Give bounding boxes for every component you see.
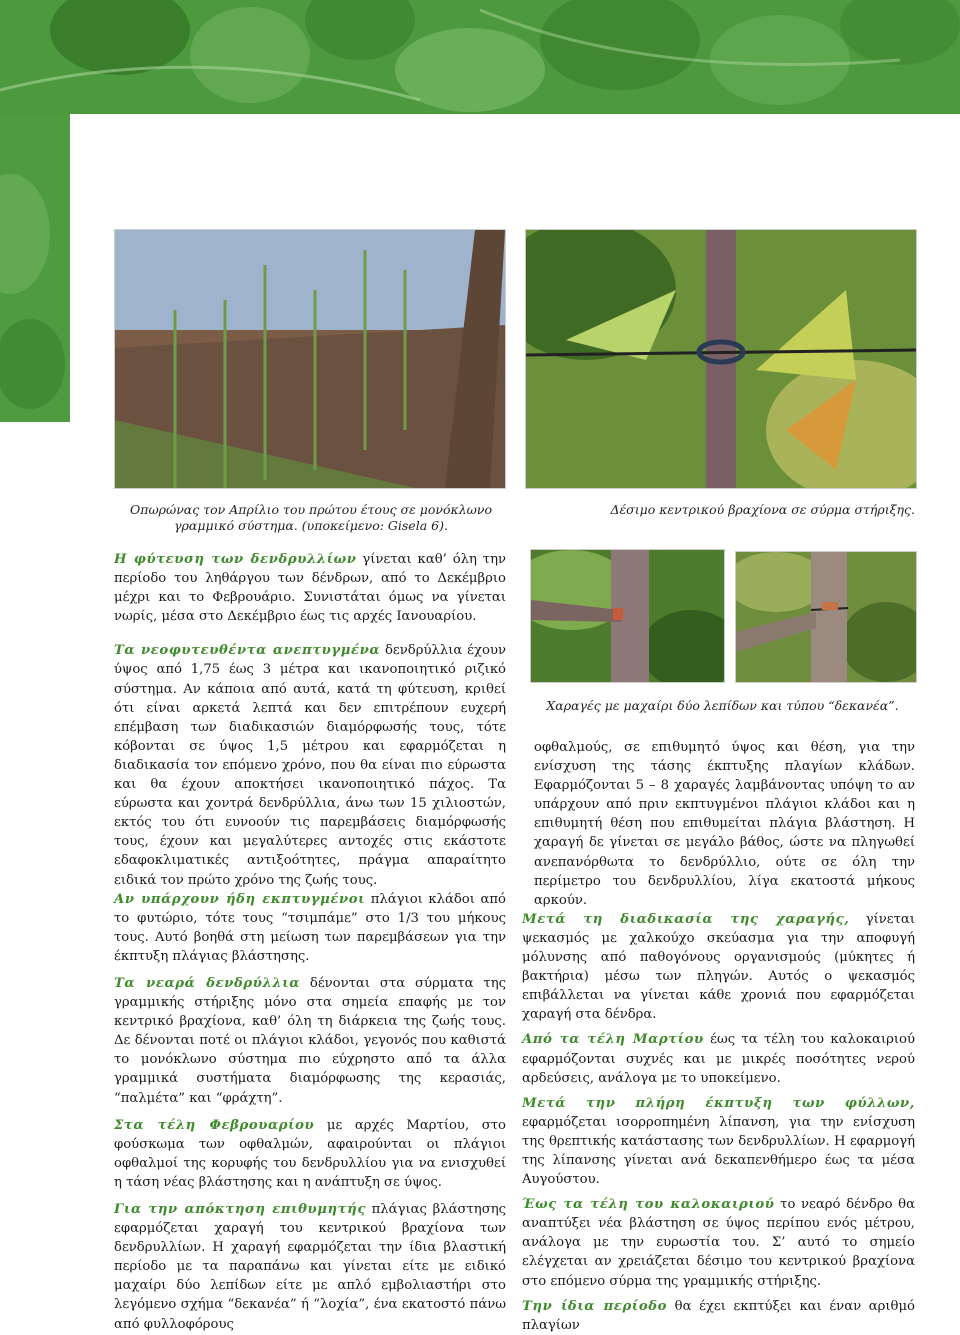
orchard-photo (114, 229, 506, 489)
paragraph: Την ίδια περίοδο θα έχει εκπτύξει και έναν αριθμό πλαγίων (522, 1298, 915, 1333)
paragraph: οφθαλμούς, σε επιθυμητό ύψος και θέση, για την ενίσχυση της τάσης έκπτυξης πλαγίων κλάδων. Εφαρμόζονται 5 – 8 χαραγές λαμβάνοντας υπόψη το αν υπάρχουν από πριν εκπτυγμένοι πλάγιοι κλάδοι και η επιθυμητή θέση που επιθυμείται πλάγια βλάστηση. Η χαραγή δε γίνεται σε μεγάλο βάθος, ώστε να πληγωθεί ανεπανόρθωτα το δενδρύλλιο, ούτε σε όλη την περίμετρο του δενδρυλλίου, λίγα εκατοστά μήκους αρκούν. (534, 740, 915, 908)
cherry-decoration (0, 0, 960, 114)
paragraph: Η φύτευση των δενδρυλλίων γίνεται καθ’ όλη την περίοδο του ληθάργου των δένδρων, από το Δεκέμβριο μέχρι και το Φεβρουάριο. Συνιστάται όμως να γίνεται νωρίς, μέσα στο Δεκέμβριο έως τις αρχές Ιανουαρίου. (114, 552, 506, 625)
tying-photo (525, 229, 917, 489)
caption-orchard-photo: Οπωρώνας τον Απρίλιο του πρώτου έτους σε μονόκλωνο γραμμικό σύστημα. (υποκείμενο: Gisela 6). (130, 502, 492, 533)
right-text-column (522, 738, 915, 1335)
paragraph: Έως τα τέλη του καλοκαιριού το νεαρό δένδρο θα αναπτύξει νέα βλάστηση σε ύψος περίπου ενός μέτρου, ανάλογα με την ευρωστία του. Σ’ αυτό το σημείο ελέγχεται αν χρειάζεται δέσιμο του κεντρικού βραχίονα στο επόμενο σύρμα της γραμμικής στήριξης. (522, 1197, 915, 1289)
paragraph: Στα τέλη Φεβρουαρίου με αρχές Μαρτίου, στο φούσκωμα των οφθαλμών, αφαιρούνται οι πλάγιοι οφθαλμοί της κορυφής του δενδρυλλίου για να ενισχυθεί η τάση νέας βλάστησης και η ανάπτυξη σε ύψος. (114, 1117, 506, 1190)
caption-incision-photos: Χαραγές με μαχαίρι δύο λεπίδων και τύπου “δεκανέα”. (546, 698, 899, 713)
incision-photo-right (735, 551, 917, 683)
paragraph: Από τα τέλη Μαρτίου έως τα τέλη του καλοκαιριού εφαρμόζονται συχνές και με μικρές ποσότητες νερού αρδεύσεις, ανάλογα με το υποκείμενο. (522, 1032, 915, 1086)
header-banner (0, 0, 960, 114)
paragraph: Μετά τη διαδικασία της χαραγής, γίνεται ψεκασμός με χαλκούχο σκεύασμα για την αποφυγή μόλυνσης από παθογόνους οργανισμούς (μύκητες ή βακτήρια) μέσω των πληγών. Αυτός ο ψεκασμός επιβάλλεται να γίνεται κάθε χρονιά που εφαρμόζεται χαραγή στα δένδρα. (522, 911, 915, 1023)
paragraph: Για την απόκτηση επιθυμητής πλάγιας βλάστησης εφαρμόζεται χαραγή του κεντρικού βραχίονα των δενδρυλλίων. Η χαραγή εφαρμόζεται την ίδια βλαστική περίοδο με τα παραπάνω και γίνεται είτε με ειδικό μαχαίρι δύο λεπίδων είτε με απλό εμβολιαστήρι στο λεγόμενο σχήμα “δεκανέα” ή “λοχία”, ένα εκατοστό πάνω από φυλλοφόρους (114, 1202, 506, 1332)
paragraph: Αν υπάρχουν ήδη εκπτυγμένοι πλάγιοι κλάδοι από το φυτώριο, τότε τους “τσιμπάμε” στο 1/3 του μήκους τους. Αυτό βοηθά στη μείωση των παρεμβάσεων για την έκπτυξη πλάγιας βλάστησης. (114, 891, 506, 964)
paragraph: Τα νεοφυτευθέντα ανεπτυγμένα δενδρύλλια έχουν ύψος από 1,75 έως 3 μέτρα και ικανοποιητικό ριζικό σύστημα. Αν κάποια από αυτά, κατά τη φύτευση, κριθεί ότι είναι αρκετά λεπτά και δεν επιτρέπουν ευχερή επέμβαση των διαδικασιών διαμόρφωσής τους, τότε κόβονται σε ύψος 1,5 μέτρου και εφαρμόζεται η διαδικασία τον επόμενο χρόνο, που θα είναι πιο εύρωστα και θα έχουν αποκτήσει ικανοποιητικό πάχος. Τα εύρωστα και χοντρά δενδρύλλια, άνω των 15 χιλιοστών, εκτός του ότι ευνοούν τις παρεμβάσεις διαμόρφωσής τους, έχουν και μεγαλύτερες αντοχές στις εκάστοτε εδαφοκλιματικές αντιξοότητες, πράγμα απαραίτητο ειδικά τον πρώτο χρόνο της ζωής τους. (114, 643, 506, 888)
left-text-column (114, 550, 506, 1334)
paragraph: Μετά την πλήρη έκπτυξη των φύλλων, εφαρμόζεται ισορροπημένη λίπανση, για την ενίσχυση της θρεπτικής κατάστασης των δενδρυλλίων. Η εφαρμογή της λίπανσης γίνεται ανά δεκαπενθήμερο έως τα μέσα Αυγούστου. (522, 1095, 915, 1188)
caption-tying-photo: Δέσιμο κεντρικού βραχίονα σε σύρμα στήριξης. (610, 502, 915, 517)
left-decorative-band (0, 114, 70, 422)
incision-photo-left (530, 549, 725, 683)
paragraph: Τα νεαρά δενδρύλλια δένονται στα σύρματα της γραμμικής στήριξης μόνο στα σημεία επαφής με τον κεντρικό βραχίονα, καθ’ όλη τη διάρκεια της ζωής τους. Δε δένονται ποτέ οι πλάγιοι κλάδοι, γεγονός που καθιστά το μονόκλωνο σύστημα πιο εύχρηστο από τα άλλα γραμμικά συστήματα διαμόρφωσης της κερασιάς, “παλμέτα” και “φράχτη”. (114, 975, 506, 1106)
